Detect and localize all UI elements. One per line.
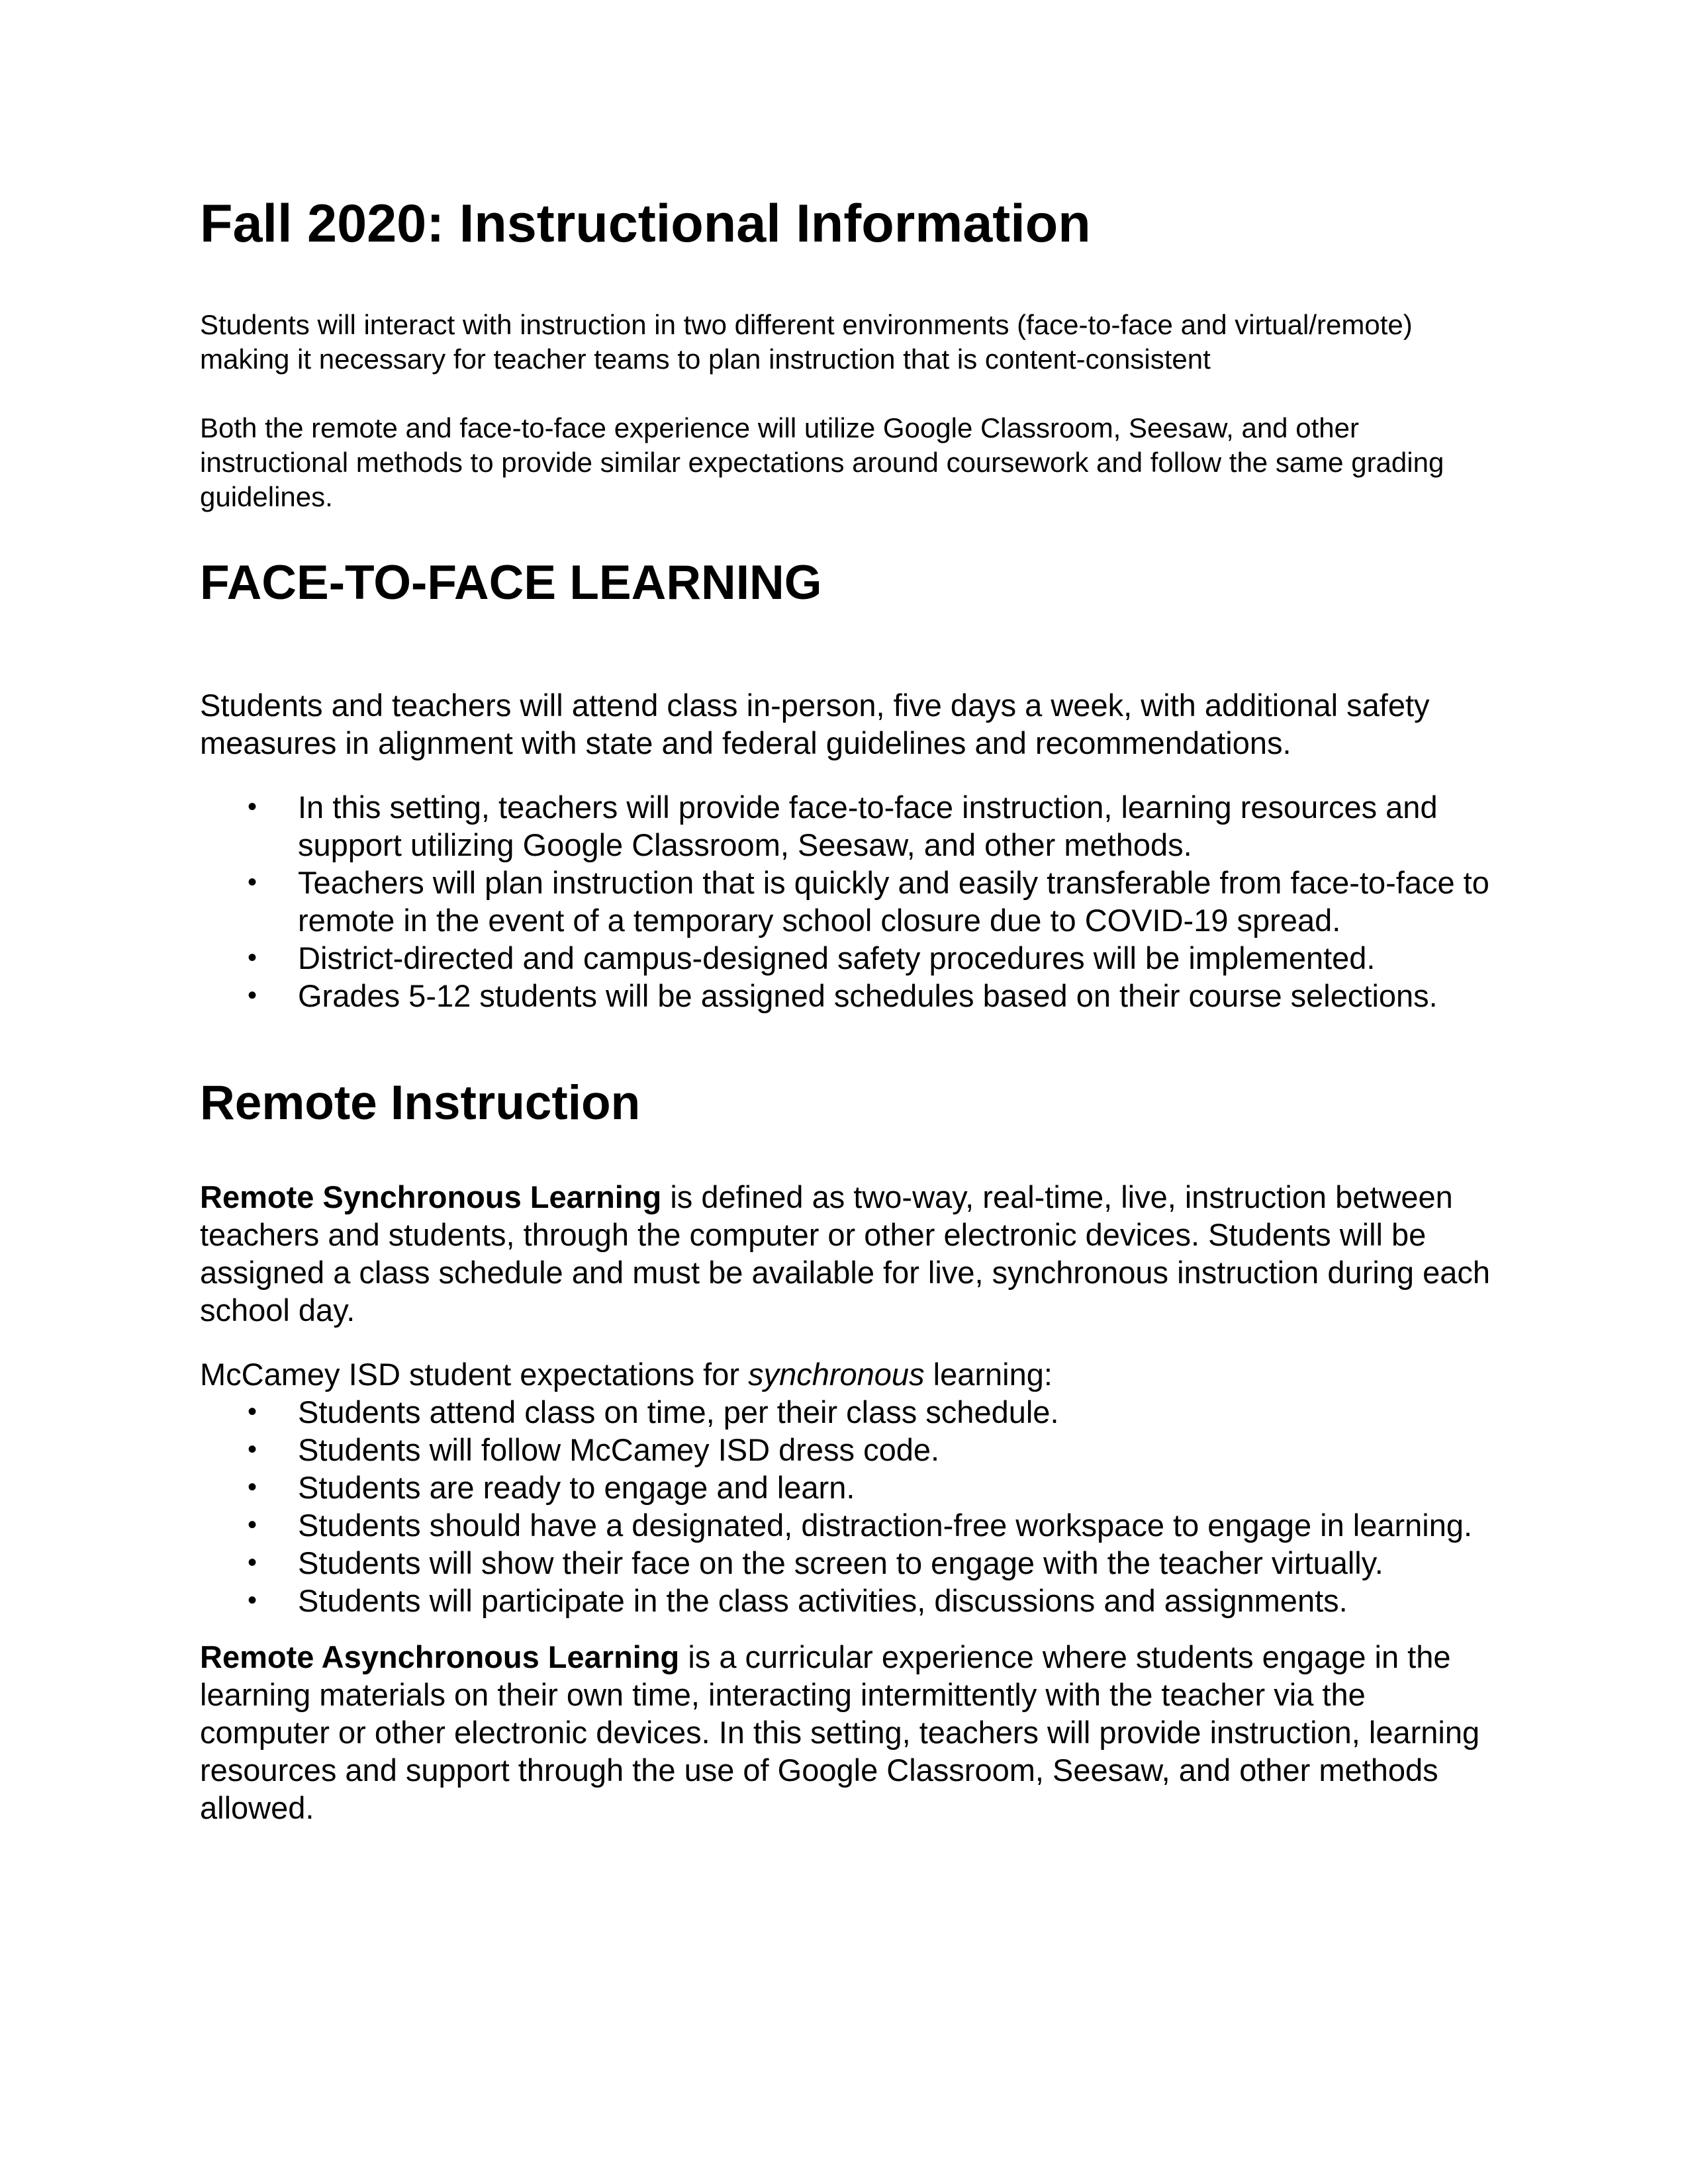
bullet-icon: • (248, 1586, 258, 1615)
list-item-text: Students should have a designated, distraction-free workspace to engage in learning. (298, 1508, 1473, 1543)
synchronous-paragraph (200, 1178, 1497, 1329)
expectations-intro (200, 1355, 1497, 1393)
synchronous-term: Remote Synchronous Learning (200, 1179, 662, 1215)
bullet-icon: • (248, 1510, 258, 1540)
list-item-text: District-directed and campus-designed safety procedures will be implemented. (298, 940, 1376, 976)
bullet-icon: • (248, 1473, 258, 1502)
asynchronous-definition: is a curricular experience where students engage in the learning materials on their own time, interacting intermittently with the teacher via the computer or other electronic devices. In this setting, teachers will provide instruction, learning resources and support through the use of Google Classroom, Seesaw, and other methods allowed. (200, 1639, 1480, 1826)
bullet-icon: • (248, 1435, 258, 1465)
list-item (200, 977, 1497, 1015)
expectations-prefix: McCamey ISD student expectations for (200, 1357, 749, 1392)
list-item-text: Students will participate in the class activities, discussions and assignments. (298, 1583, 1348, 1619)
list-item (200, 788, 1497, 864)
list-item (200, 1506, 1497, 1544)
bullet-icon: • (248, 942, 258, 972)
list-item (200, 1393, 1497, 1431)
face-to-face-heading: FACE-TO-FACE LEARNING (200, 556, 822, 610)
list-item (200, 864, 1497, 939)
asynchronous-paragraph (200, 1638, 1497, 1827)
document-page (200, 192, 1497, 1827)
list-item (200, 1582, 1497, 1619)
bullet-icon: • (248, 1397, 258, 1427)
face-to-face-bullet-list (200, 788, 1497, 1015)
intro-paragraph-platforms: Both the remote and face-to-face experience will utilize Google Classroom, Seesaw, and other instructional methods to provide similar expectations around coursework and follow the same grading guidelines. (200, 412, 1444, 513)
list-item-text: Students are ready to engage and learn. (298, 1470, 855, 1506)
list-item-text: Teachers will plan instruction that is quickly and easily transferable from face-to-face to remote in the event of a temporary school closure due to COVID-19 spread. (298, 864, 1489, 938)
list-item (200, 1469, 1497, 1506)
list-item (200, 939, 1497, 977)
remote-instruction-heading: Remote Instruction (200, 1075, 641, 1130)
expectations-emphasis: synchronous (748, 1357, 925, 1392)
list-item-text: In this setting, teachers will provide face-to-face instruction, learning resources and support utilizing Google Classroom, Seesaw, and other methods. (298, 789, 1438, 862)
list-item (200, 1431, 1497, 1469)
list-item (200, 1544, 1497, 1582)
bullet-icon: • (248, 980, 258, 1010)
list-item-text: Students will follow McCamey ISD dress code. (298, 1432, 940, 1468)
synchronous-expectations-list (200, 1393, 1497, 1619)
bullet-icon: • (248, 867, 258, 897)
list-item-text: Students will show their face on the screen to engage with the teacher virtually. (298, 1545, 1383, 1581)
list-item-text: Students attend class on time, per their class schedule. (298, 1394, 1059, 1430)
synchronous-definition: is defined as two-way, real-time, live, instruction between teachers and students, through the computer or other electronic devices. Students will be assigned a class schedule and must be available for live, synchronous instruction during each school day. (200, 1179, 1491, 1328)
intro-paragraph-environments: Students will interact with instruction in two different environments (face-to-face and virtual/remote) making it necessary for teacher teams to plan instruction that is content-consistent (200, 309, 1413, 375)
expectations-suffix: learning: (924, 1357, 1053, 1392)
bullet-icon: • (248, 792, 258, 821)
list-item-text: Grades 5-12 students will be assigned schedules based on their course selections. (298, 978, 1438, 1013)
asynchronous-term: Remote Asynchronous Learning (200, 1639, 680, 1675)
bullet-icon: • (248, 1548, 258, 1578)
face-to-face-paragraph: Students and teachers will attend class in-person, five days a week, with additional safety measures in alignment with state and federal guidelines and recommendations. (200, 687, 1430, 760)
page-title: Fall 2020: Instructional Information (200, 194, 1091, 253)
